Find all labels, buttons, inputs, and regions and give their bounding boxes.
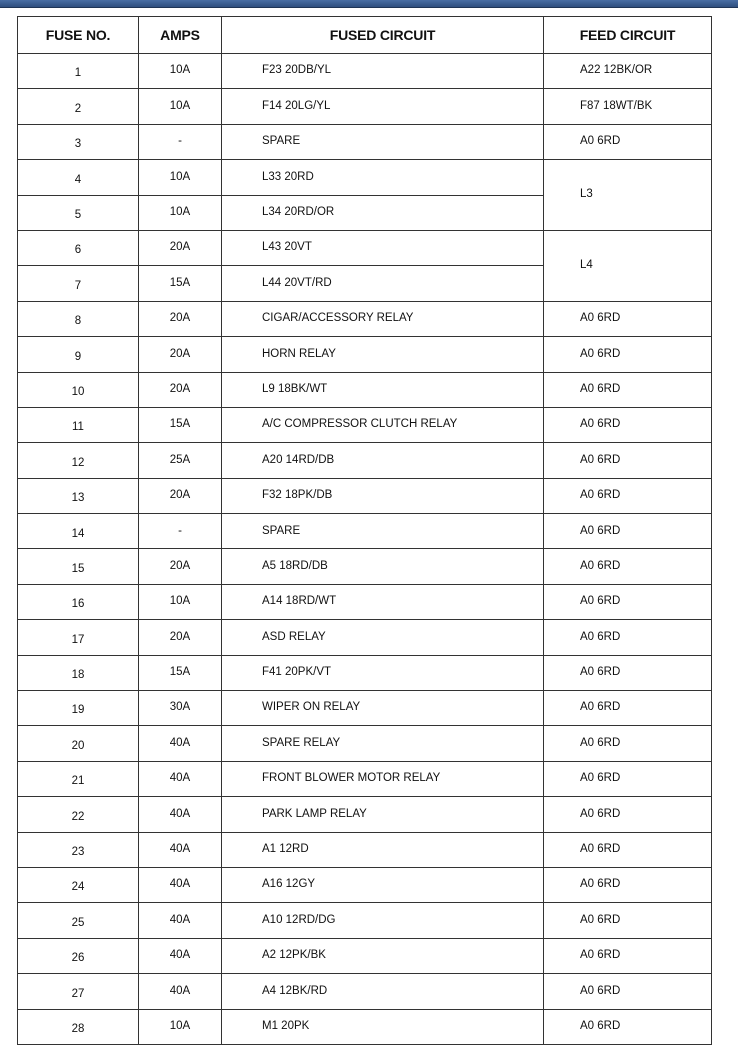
cell-feed-circuit-merged: L4 xyxy=(544,230,712,301)
header-fused-circuit: FUSED CIRCUIT xyxy=(222,17,544,54)
cell-fused-circuit: A/C COMPRESSOR CLUTCH RELAY xyxy=(222,407,544,442)
cell-fused-circuit: ASD RELAY xyxy=(222,620,544,655)
cell-fuse-no: 28 xyxy=(18,1009,139,1044)
cell-fuse-no: 6 xyxy=(18,230,139,265)
table-row xyxy=(18,797,712,832)
cell-amps: 20A xyxy=(139,301,222,336)
table-row xyxy=(18,160,712,195)
cell-feed-circuit: A0 6RD xyxy=(544,407,712,442)
cell-fuse-no: 23 xyxy=(18,832,139,867)
cell-fuse-no: 20 xyxy=(18,726,139,761)
cell-amps: 15A xyxy=(139,407,222,442)
cell-feed-circuit: A0 6RD xyxy=(544,443,712,478)
cell-amps: 40A xyxy=(139,938,222,973)
cell-fuse-no: 11 xyxy=(18,407,139,442)
cell-amps: 10A xyxy=(139,54,222,89)
cell-feed-circuit-merged: L3 xyxy=(544,160,712,231)
cell-feed-circuit: A0 6RD xyxy=(544,691,712,726)
cell-fused-circuit: SPARE xyxy=(222,124,544,159)
cell-fused-circuit: M1 20PK xyxy=(222,1009,544,1044)
cell-fused-circuit: A10 12RD/DG xyxy=(222,903,544,938)
table-row xyxy=(18,230,712,265)
table-row xyxy=(18,478,712,513)
cell-feed-circuit: A0 6RD xyxy=(544,584,712,619)
table-row xyxy=(18,514,712,549)
cell-fuse-no: 26 xyxy=(18,938,139,973)
table-row xyxy=(18,584,712,619)
cell-fuse-no: 24 xyxy=(18,867,139,902)
cell-amps: 40A xyxy=(139,797,222,832)
cell-fused-circuit: A5 18RD/DB xyxy=(222,549,544,584)
table-header-row xyxy=(18,17,712,54)
cell-fused-circuit: F32 18PK/DB xyxy=(222,478,544,513)
table-row xyxy=(18,1009,712,1044)
cell-fused-circuit: PARK LAMP RELAY xyxy=(222,797,544,832)
cell-fuse-no: 14 xyxy=(18,514,139,549)
cell-amps: - xyxy=(139,124,222,159)
header-feed-circuit: FEED CIRCUIT xyxy=(544,17,712,54)
cell-feed-circuit: A0 6RD xyxy=(544,337,712,372)
table-row xyxy=(18,726,712,761)
cell-feed-circuit: A0 6RD xyxy=(544,549,712,584)
table-row xyxy=(18,938,712,973)
cell-amps: 20A xyxy=(139,230,222,265)
cell-amps: 40A xyxy=(139,974,222,1009)
cell-fuse-no: 22 xyxy=(18,797,139,832)
cell-fused-circuit: SPARE RELAY xyxy=(222,726,544,761)
cell-feed-circuit: A0 6RD xyxy=(544,726,712,761)
cell-fuse-no: 18 xyxy=(18,655,139,690)
cell-amps: 15A xyxy=(139,266,222,301)
cell-amps: 40A xyxy=(139,832,222,867)
table-row xyxy=(18,372,712,407)
table-row xyxy=(18,832,712,867)
cell-fuse-no: 25 xyxy=(18,903,139,938)
cell-fuse-no: 27 xyxy=(18,974,139,1009)
table-row xyxy=(18,337,712,372)
fuse-table xyxy=(17,16,712,1045)
cell-fused-circuit: L44 20VT/RD xyxy=(222,266,544,301)
cell-fused-circuit: A4 12BK/RD xyxy=(222,974,544,1009)
cell-amps: 10A xyxy=(139,1009,222,1044)
cell-feed-circuit: A0 6RD xyxy=(544,867,712,902)
cell-fuse-no: 4 xyxy=(18,160,139,195)
cell-fused-circuit: A2 12PK/BK xyxy=(222,938,544,973)
cell-fuse-no: 10 xyxy=(18,372,139,407)
cell-feed-circuit: A0 6RD xyxy=(544,478,712,513)
cell-amps: 20A xyxy=(139,372,222,407)
cell-feed-circuit: A0 6RD xyxy=(544,903,712,938)
table-row xyxy=(18,54,712,89)
cell-fuse-no: 3 xyxy=(18,124,139,159)
cell-fuse-no: 15 xyxy=(18,549,139,584)
cell-fuse-no: 16 xyxy=(18,584,139,619)
window-title-bar xyxy=(0,0,738,8)
cell-fused-circuit: A16 12GY xyxy=(222,867,544,902)
cell-amps: 40A xyxy=(139,726,222,761)
cell-fused-circuit: FRONT BLOWER MOTOR RELAY xyxy=(222,761,544,796)
cell-feed-circuit: A0 6RD xyxy=(544,301,712,336)
cell-feed-circuit: A0 6RD xyxy=(544,124,712,159)
table-row xyxy=(18,89,712,124)
cell-fused-circuit: F23 20DB/YL xyxy=(222,54,544,89)
table-row xyxy=(18,761,712,796)
cell-fuse-no: 12 xyxy=(18,443,139,478)
cell-feed-circuit: A0 6RD xyxy=(544,620,712,655)
cell-amps: - xyxy=(139,514,222,549)
cell-fused-circuit: F41 20PK/VT xyxy=(222,655,544,690)
table-row xyxy=(18,549,712,584)
cell-amps: 25A xyxy=(139,443,222,478)
cell-fuse-no: 19 xyxy=(18,691,139,726)
cell-fused-circuit: A20 14RD/DB xyxy=(222,443,544,478)
table-row xyxy=(18,974,712,1009)
header-amps: AMPS xyxy=(139,17,222,54)
fuse-table-body xyxy=(18,54,712,1045)
cell-fused-circuit: A1 12RD xyxy=(222,832,544,867)
cell-feed-circuit: F87 18WT/BK xyxy=(544,89,712,124)
cell-feed-circuit: A0 6RD xyxy=(544,974,712,1009)
cell-fuse-no: 9 xyxy=(18,337,139,372)
cell-feed-circuit: A0 6RD xyxy=(544,761,712,796)
cell-amps: 15A xyxy=(139,655,222,690)
cell-fused-circuit: A14 18RD/WT xyxy=(222,584,544,619)
cell-fused-circuit: L43 20VT xyxy=(222,230,544,265)
cell-fused-circuit: L34 20RD/OR xyxy=(222,195,544,230)
cell-fuse-no: 1 xyxy=(18,54,139,89)
table-row xyxy=(18,301,712,336)
cell-amps: 40A xyxy=(139,903,222,938)
cell-feed-circuit: A0 6RD xyxy=(544,797,712,832)
cell-amps: 20A xyxy=(139,478,222,513)
cell-fuse-no: 2 xyxy=(18,89,139,124)
fuse-table-container xyxy=(17,16,712,1045)
cell-fused-circuit: HORN RELAY xyxy=(222,337,544,372)
cell-amps: 40A xyxy=(139,761,222,796)
cell-fused-circuit: F14 20LG/YL xyxy=(222,89,544,124)
cell-fused-circuit: L33 20RD xyxy=(222,160,544,195)
table-row xyxy=(18,407,712,442)
cell-feed-circuit: A22 12BK/OR xyxy=(544,54,712,89)
cell-feed-circuit: A0 6RD xyxy=(544,514,712,549)
cell-fuse-no: 8 xyxy=(18,301,139,336)
cell-amps: 20A xyxy=(139,549,222,584)
cell-feed-circuit: A0 6RD xyxy=(544,832,712,867)
cell-fuse-no: 17 xyxy=(18,620,139,655)
cell-fuse-no: 5 xyxy=(18,195,139,230)
cell-amps: 10A xyxy=(139,160,222,195)
cell-amps: 20A xyxy=(139,337,222,372)
table-row xyxy=(18,443,712,478)
cell-fuse-no: 7 xyxy=(18,266,139,301)
cell-fuse-no: 13 xyxy=(18,478,139,513)
cell-fused-circuit: CIGAR/ACCESSORY RELAY xyxy=(222,301,544,336)
cell-fused-circuit: SPARE xyxy=(222,514,544,549)
cell-amps: 10A xyxy=(139,89,222,124)
table-row xyxy=(18,620,712,655)
cell-amps: 40A xyxy=(139,867,222,902)
cell-amps: 10A xyxy=(139,195,222,230)
table-row xyxy=(18,903,712,938)
header-fuse-no: FUSE NO. xyxy=(18,17,139,54)
table-row xyxy=(18,124,712,159)
cell-amps: 10A xyxy=(139,584,222,619)
cell-fuse-no: 21 xyxy=(18,761,139,796)
cell-feed-circuit: A0 6RD xyxy=(544,938,712,973)
cell-amps: 20A xyxy=(139,620,222,655)
cell-amps: 30A xyxy=(139,691,222,726)
table-row xyxy=(18,691,712,726)
cell-fused-circuit: WIPER ON RELAY xyxy=(222,691,544,726)
cell-fused-circuit: L9 18BK/WT xyxy=(222,372,544,407)
cell-feed-circuit: A0 6RD xyxy=(544,655,712,690)
cell-feed-circuit: A0 6RD xyxy=(544,1009,712,1044)
table-row xyxy=(18,655,712,690)
table-row xyxy=(18,867,712,902)
cell-feed-circuit: A0 6RD xyxy=(544,372,712,407)
